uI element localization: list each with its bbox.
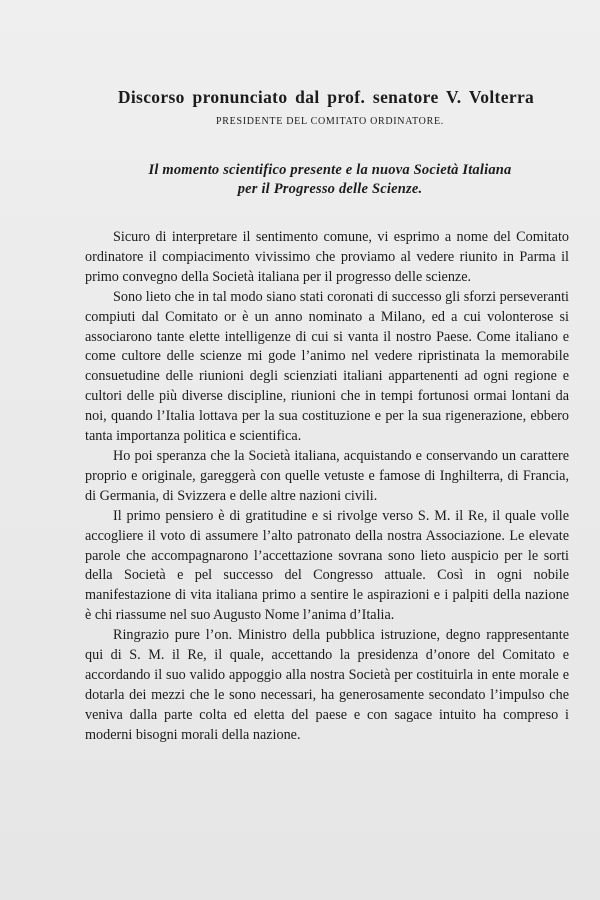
paragraph: Il primo pensiero è di gratitudine e si rivolge verso S. M. il Re, il quale volle accogliere il voto di assumere l’alto patronato della nostra Associazione. Le elevate parole che accompagnarono l’accettazione sovrana sono lieto auspicio per le sorti della Società e pel successo del Congresso attuale. Così in ogni nobile manifestazione di vita italiana primo a sentire le aspirazioni e i palpiti della nazione è chi riassume nel suo Augusto Nome l’anima d’Italia. <box>85 507 569 624</box>
section-title-line-2: per il Progresso delle Scienze. <box>237 181 423 197</box>
section-title <box>100 161 560 199</box>
paragraph: Ho poi speranza che la Società italiana, acquistando e conservando un carattere proprio e originale, gareggerà con quelle vetuste e famose di Inghilterra, di Francia, di Germania, di Svizzera e delle altre nazioni civili. <box>85 447 569 504</box>
section-title-line-1: Il momento scientifico presente e la nuova Società Italiana <box>148 162 512 178</box>
body-text <box>85 228 569 746</box>
page-title: Discorso pronunciato dal prof. senatore V. Volterra <box>117 87 535 107</box>
paragraph: Ringrazio pure l’on. Ministro della pubblica istruzione, degno rappresentante qui di S. M. il Re, il quale, accettando la presidenza d’onore del Comitato e accordando il suo valido appoggio alla nostra Società per costituirla in ente morale e dotarla dei mezzi che le sono necessari, ha generosamente secondato l’impulso che veniva dalla parte colta ed eletta del paese e con sagace intuito ha compreso i moderni bisogni morali della nazione. <box>85 627 569 743</box>
paragraph: Sicuro di interpretare il sentimento comune, vi esprimo a nome del Comitato ordinatore il compiacimento vivissimo che proviamo al vedere riunito in Parma il primo convegno della Società italiana per il progresso delle scienze. <box>85 229 569 285</box>
paragraph: Sono lieto che in tal modo siano stati coronati di successo gli sforzi perseveranti compiuti dal Comitato or è un anno nominato a Milano, ed a cui volonterose si associarono tante elette intelligenze di cui si vanta il nostro Paese. Come italiano e come cultore delle scienze mi gode l’animo nel vedere ripristinata la memorabile consuetudine delle riunioni degli scienziati italiani appartenenti ad ogni regione e cultori delle più diverse discipline, riunioni che in tempi fortunosi ormai lontani da noi, quando l’Italia lottava per la sua costituzione e per la sua rigenerazione, ebbero tanta importanza politica e scientifica. <box>85 288 569 445</box>
page-subtitle: PRESIDENTE DEL COMITATO ORDINATORE. <box>216 116 444 127</box>
